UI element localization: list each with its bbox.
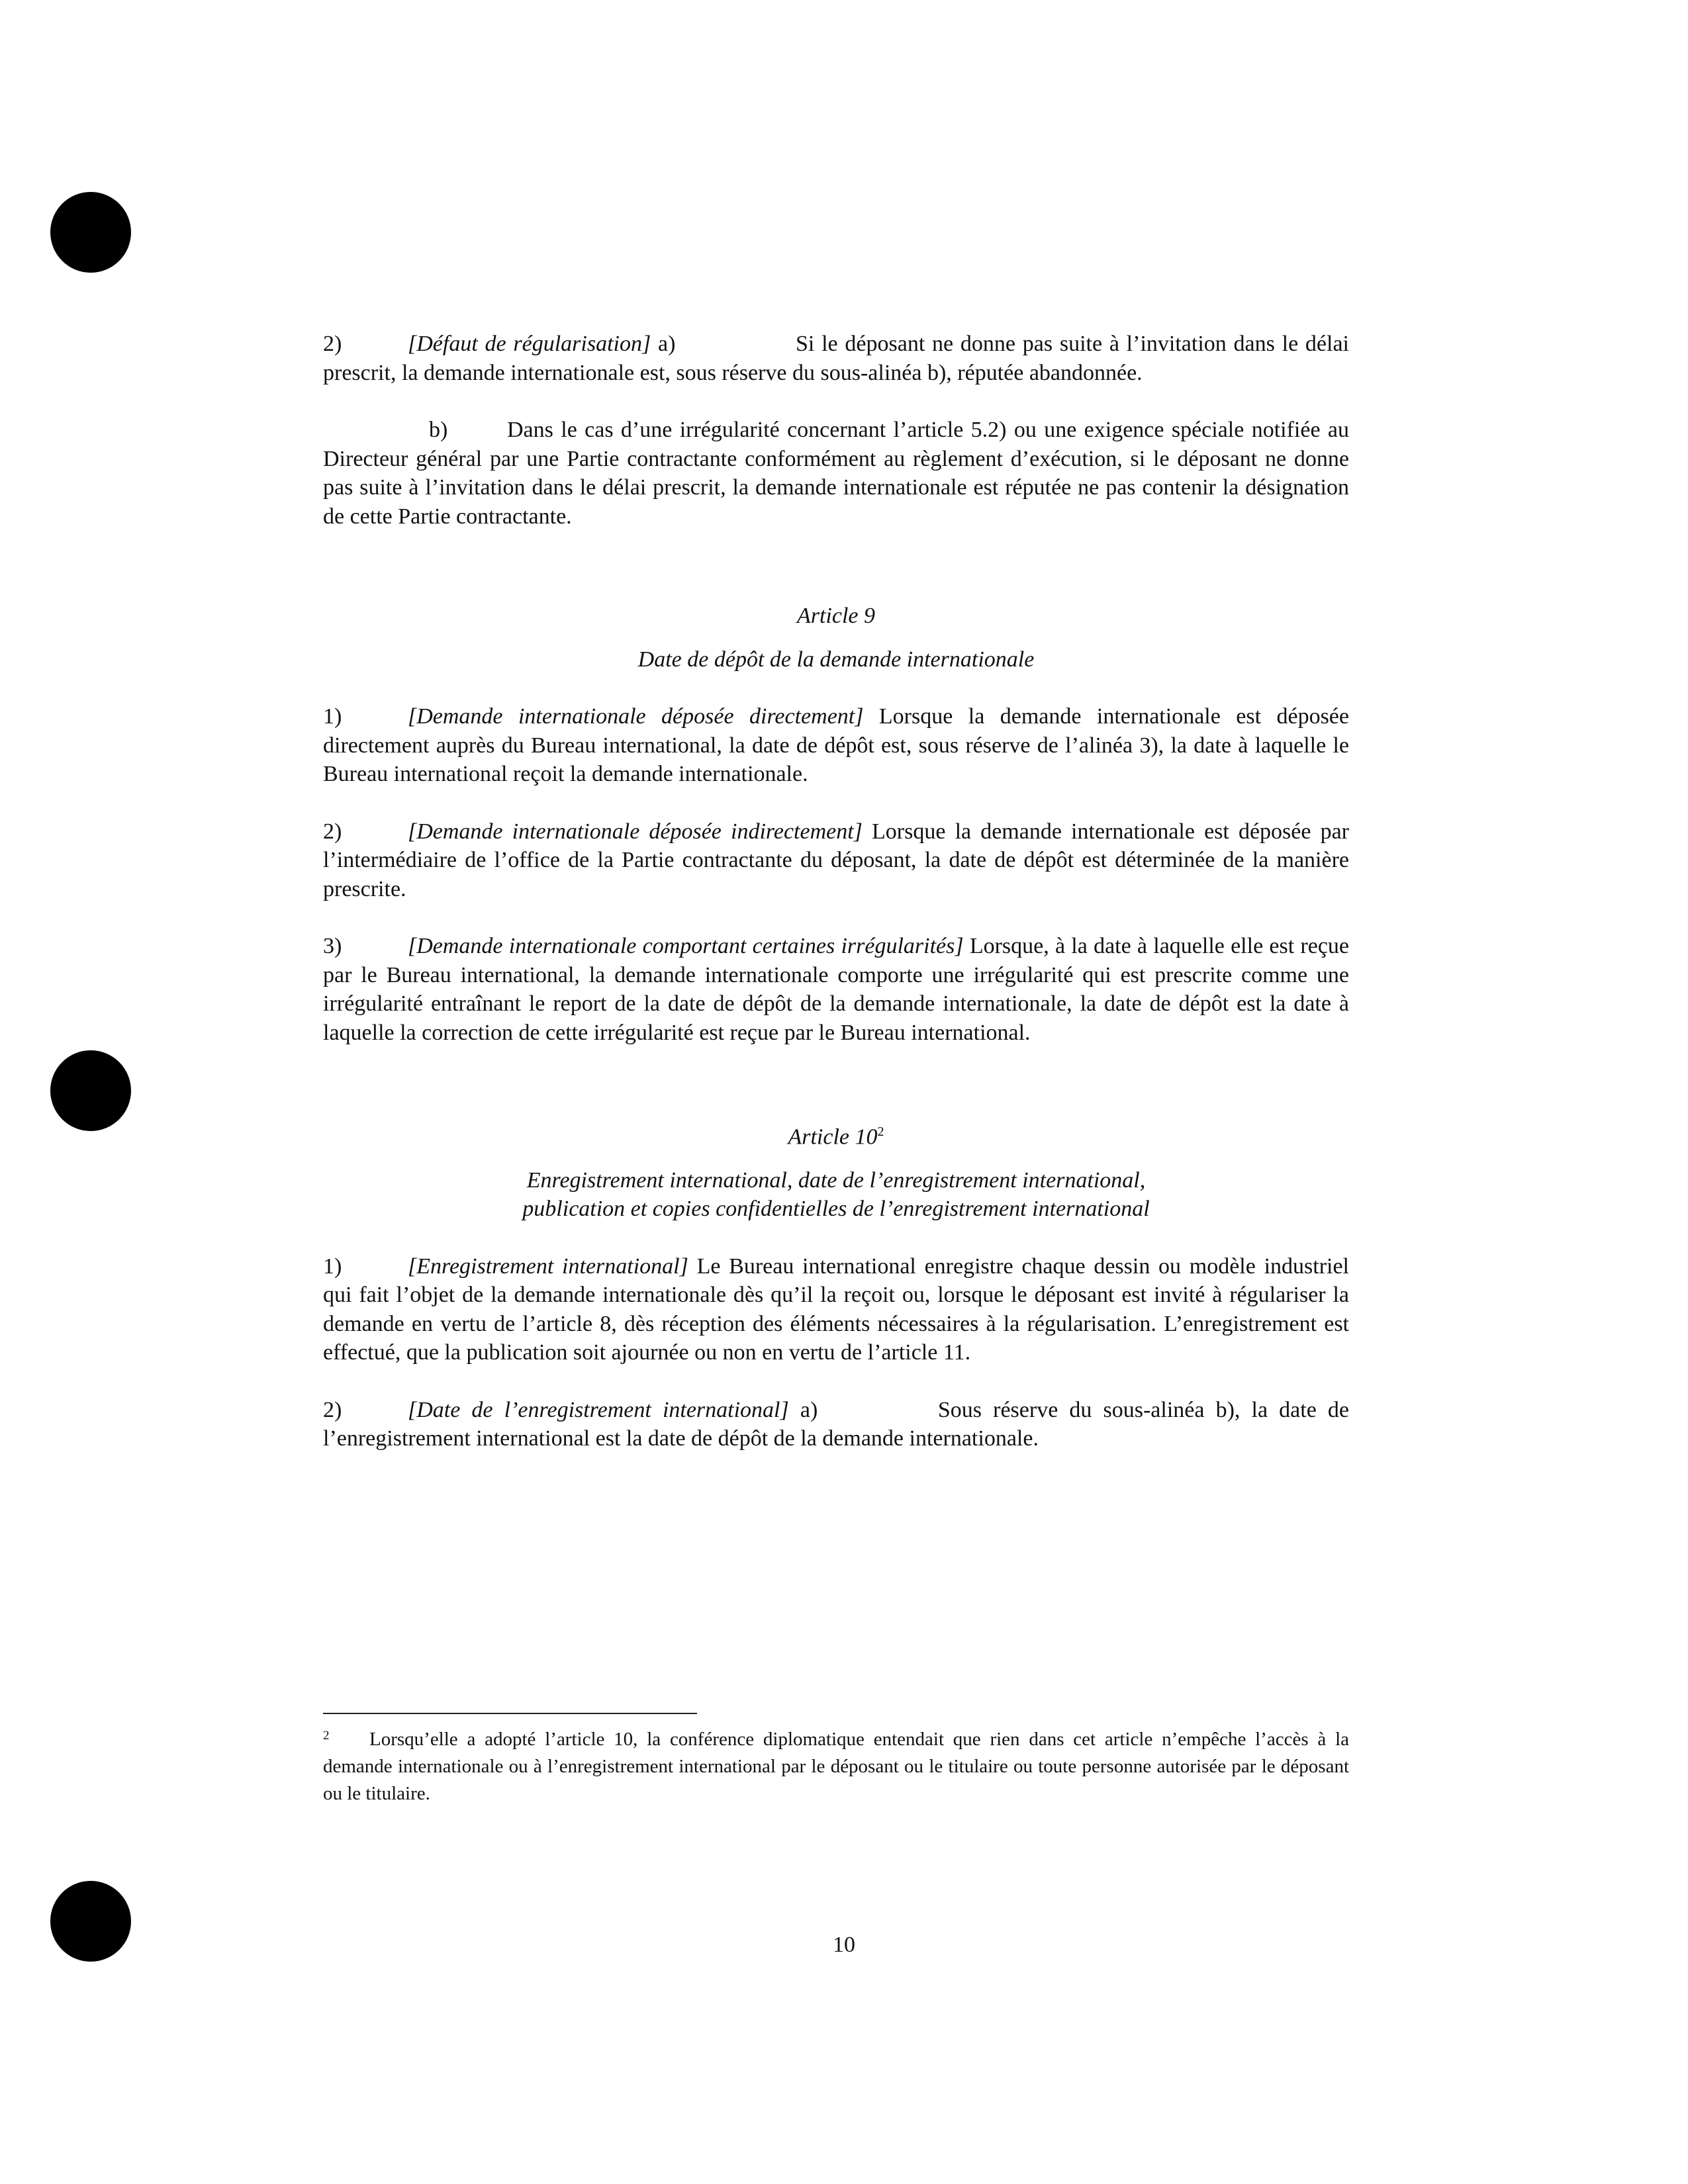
paragraph-text: Lorsque la demande internationale est déposée par l’intermédiaire de l’office de la Partie contractante du déposant, la date de dépôt est déterminée de la manière prescrite. <box>323 819 1349 901</box>
document-body <box>323 330 1349 1453</box>
paragraph-text: Le Bureau international enregistre chaque dessin ou modèle industriel qui fait l’objet de la demande internationale dès qu’il la reçoit ou, lorsque le déposant est invité à régulariser la demande en vertu de l’article 8, dès réception des éléments nécessaires à la régularisation. L’enregistrement est effectué, que la publication soit ajournée ou non en vertu de l’article 11. <box>323 1253 1349 1365</box>
paragraph-number: 2) <box>323 1397 342 1422</box>
paragraph-text: Lorsque la demande internationale est déposée directement auprès du Bureau international, la date de dépôt est, sous réserve de l’alinéa 3), la date à laquelle le Bureau international reçoit la demande internationale. <box>323 704 1349 786</box>
paragraph-text: Lorsque, à la date à laquelle elle est reçue par le Bureau international, la demande internationale comporte une irrégularité qui est prescrite comme une irrégularité entraînant le report de la date de dépôt de la demande internationale, la date de dépôt est la date à laquelle la correction de cette irrégularité est reçue par le Bureau international. <box>323 934 1349 1045</box>
article-9-paragraph-2 <box>323 817 1349 904</box>
paragraph-text: Si le déposant ne donne pas suite à l’invitation dans le délai prescrit, la demande internationale est, sous réserve du sous-alinéa b), réputée abandonnée. <box>323 332 1350 385</box>
subparagraph-label: b) <box>429 418 448 442</box>
paragraph-number: 2) <box>323 332 342 356</box>
paragraph-heading: [Demande internationale comportant certaines irrégularités] <box>408 934 964 958</box>
article-10-paragraph-1 <box>323 1252 1349 1367</box>
article-9-paragraph-1 <box>323 702 1349 789</box>
paragraph-text: Sous réserve du sous-alinéa b), la date de l’enregistrement international est la date de dépôt de la demande internationale. <box>323 1397 1349 1451</box>
paragraph-text: Dans le cas d’une irrégularité concernant l’article 5.2) ou une exigence spéciale notifiée au Directeur général par une Partie contractante conformément au règlement d’exécution, si le déposant ne donne pas suite à l’invitation dans le délai prescrit, la demande internationale est réputée ne pas contenir la désignation de cette Partie contractante. <box>323 418 1349 529</box>
subparagraph-label: a) <box>800 1397 818 1422</box>
paragraph-2-defaut <box>323 330 1349 387</box>
paragraph-heading: [Date de l’enregistrement international] <box>408 1397 789 1422</box>
article-9-title: Date de dépôt de la demande internationale <box>637 647 1035 672</box>
punch-hole-middle <box>50 1050 131 1131</box>
footnote-reference[interactable]: 2 <box>877 1124 884 1139</box>
paragraph-number: 3) <box>323 934 342 958</box>
article-9-paragraph-3 <box>323 932 1349 1047</box>
paragraph-heading: [Demande internationale déposée directement] <box>408 704 864 729</box>
paragraph-heading: [Défaut de régularisation] <box>408 332 651 356</box>
paragraph-number: 1) <box>323 704 342 729</box>
footnote <box>323 1726 1349 1807</box>
article-9-label: Article 9 <box>796 604 876 628</box>
footnote-marker: 2 <box>323 1729 330 1743</box>
paragraph-number: 2) <box>323 819 342 844</box>
subparagraph-label: a) <box>657 332 676 356</box>
page-number: 10 <box>833 1933 855 1957</box>
paragraph-number: 1) <box>323 1253 342 1279</box>
footnote-text: Lorsqu’elle a adopté l’article 10, la conférence diplomatique entendait que rien dans cet article n’empêche l’accès à la demande internationale ou à l’enregistrement international par le déposant ou le titulaire ou toute personne autorisée par le déposant ou le titulaire. <box>323 1729 1349 1804</box>
article-10-title-line-1: Enregistrement international, date de l’enregistrement international, <box>526 1167 1146 1193</box>
paragraph-heading: [Enregistrement international] <box>408 1253 688 1279</box>
article-10-title-line-2: publication et copies confidentielles de l’enregistrement international <box>522 1197 1150 1222</box>
article-10-label: Article 10$^2$ <box>788 1124 884 1150</box>
paragraph-heading: [Demande internationale déposée indirectement] <box>408 819 863 844</box>
article-10-paragraph-2 <box>323 1396 1349 1453</box>
footnote-separator <box>323 1713 697 1714</box>
punch-hole-top <box>50 192 131 273</box>
paragraph-2b <box>323 416 1349 531</box>
